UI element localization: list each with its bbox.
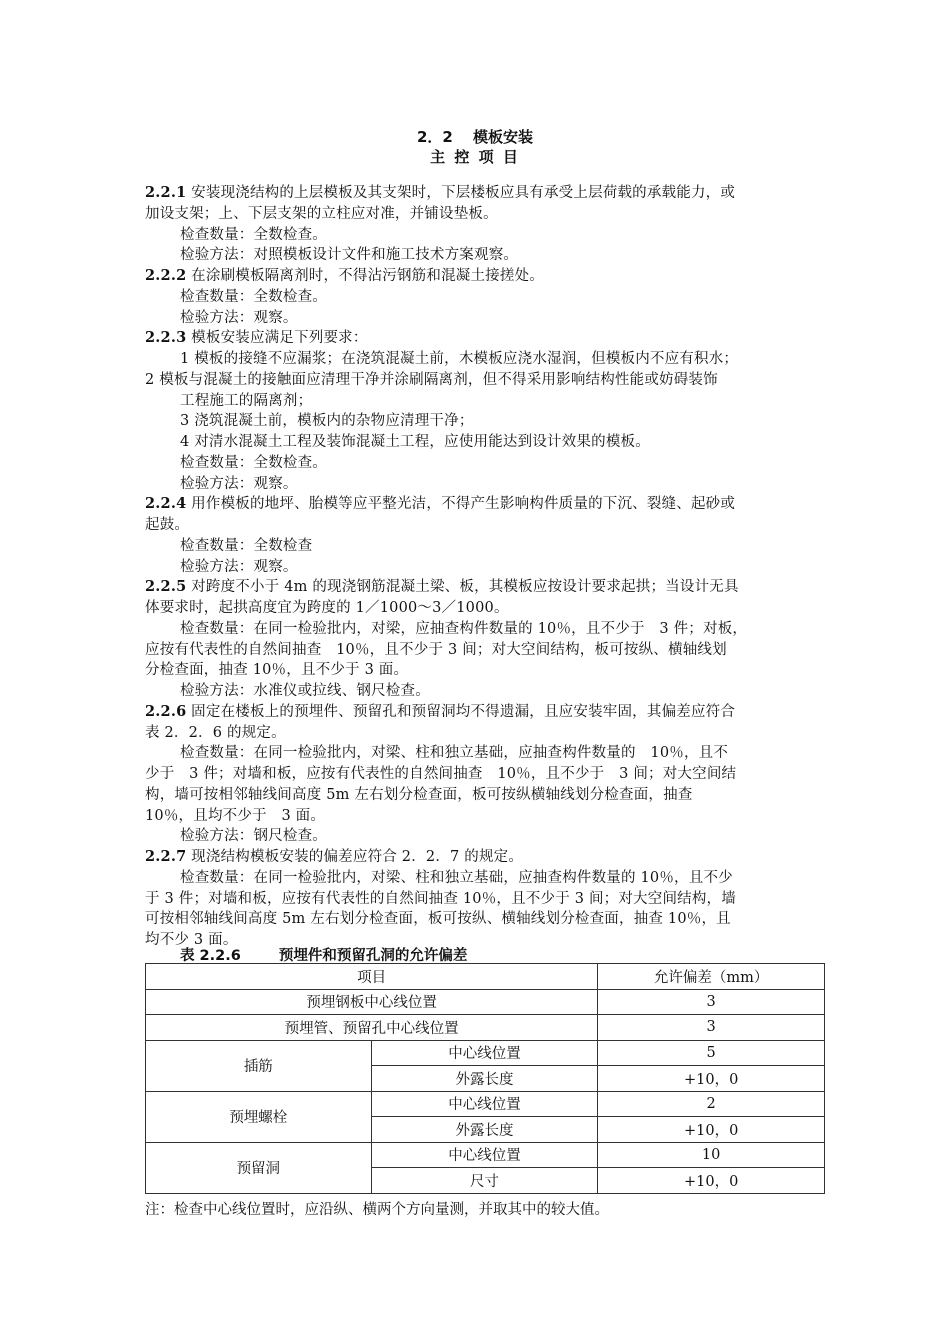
section-subtitle: 主 控 项 目 [430,148,520,166]
clause-text: 现浇结构模板安装的偏差应符合 2．2．7 的规定。 [186,849,524,865]
row-value: 3 [598,1015,825,1041]
row-value: 3 [598,989,825,1015]
row-group: 预埋螺栓 [146,1091,372,1142]
clause-line [145,266,825,286]
indented-line: 检查数量：全数检查。 [180,288,327,305]
clause-number: 2.2.1 [145,184,187,201]
continuation-line: 应按有代表性的自然间抽查 10％，且不少于 3 间；对大空间结构，板可按纵、横轴线划 [145,641,727,658]
indented-line: 检验方法：观察。 [180,558,298,575]
continuation-line: 起鼓。 [145,517,190,533]
table-note: 注：检查中心线位置时，应沿纵、横两个方向量测，并取其中的较大值。 [145,1202,609,1218]
clause-number: 2.2.5 [145,578,187,596]
clause-text: 对跨度不小于 4m 的现浇钢筋混凝土梁、板，其模板应按设计要求起拱；当设计无具 [186,579,739,596]
clause-line [145,847,825,867]
table-caption [180,944,467,965]
row-sub-item: 外露长度 [371,1066,598,1092]
indented-line: 检验方法：水准仪或拉线、钢尺检查。 [180,683,430,699]
indented-line: 工程施工的隔离剂； [180,392,313,409]
row-sub-item: 中心线位置 [371,1091,598,1117]
row-value: +10，0 [598,1117,825,1143]
clause-number: 2.2.4 [145,495,187,513]
clause-number: 2.2.3 [145,329,187,347]
table-row [146,989,825,1015]
continuation-line: 均不少 3 面。 [145,932,238,948]
row-value: 5 [598,1040,825,1066]
row-value: +10，0 [598,1168,825,1194]
continuation-line: 体要求时，起拱高度宜为跨度的 1／1000～3／1000。 [145,600,509,616]
clause-line [145,183,825,203]
clause-text: 安装现浇结构的上层模板及其支架时，下层楼板应具有承受上层荷载的承载能力，或 [186,185,736,201]
indented-line: 检验方法：钢尺检查。 [180,828,327,845]
indented-line: 检查数量：全数检查。 [180,226,327,243]
continuation-line: 表 2．2．6 的规定。 [145,724,286,741]
indented-line: 4 对清水混凝土工程及装饰混凝土工程，应使用能达到设计效果的模板。 [180,434,650,450]
table-row [146,1040,825,1066]
header-tolerance: 允许偏差（mm） [598,964,825,990]
continuation-line: 分检查面，抽查 10％，且不少于 3 面。 [145,662,409,679]
table-row [146,1091,825,1117]
continuation-line: 加设支架；上、下层支架的立柱应对准，并铺设垫板。 [145,205,498,222]
continuation-line: 可按相邻轴线间高度 5m 左右划分检查面，板可按纵、横轴线划分检查面，抽查 10％，且 [145,911,731,928]
clause-text: 在涂刷模板隔离剂时，不得沾污钢筋和混凝土接搓处。 [186,268,544,284]
indented-line: 检验方法：观察。 [180,309,298,326]
continuation-line: 少于 3 件；对墙和板，应按有代表性的自然间抽查 10％，且不少于 3 间；对大空间结 [145,766,737,782]
row-group: 插筋 [146,1040,372,1091]
indented-line: 1 模板的接缝不应漏浆；在浇筑混凝土前，木模板应浇水湿润，但模板内不应有积水； [180,351,739,367]
clause-text: 固定在楼板上的预埋件、预留孔和预留洞均不得遗漏，且应安装牢固，其偏差应符合 [186,703,736,720]
row-value: 2 [598,1091,825,1117]
continuation-line: 于 3 件；对墙和板，应按有代表性的自然间抽查 10％，且不少于 3 间；对大空间结构，墙 [145,890,736,907]
indented-line: 检验方法：对照模板设计文件和施工技术方案观察。 [180,247,519,264]
clause-number: 2.2.6 [145,702,187,720]
clause-number: 2.2.2 [145,267,187,284]
indented-line: 检查数量：全数检查。 [180,454,327,471]
clause-number: 2.2.7 [145,848,187,865]
indented-line: 检验方法：观察。 [180,475,298,492]
continuation-line: 构，墙可按相邻轴线间高度 5m 左右划分检查面，板可按纵横轴线划分检查面，抽查 [145,786,693,803]
clause-line [145,328,825,348]
indented-line: 3 浇筑混凝土前，模板内的杂物应清理干净； [180,413,474,430]
row-item: 预埋管、预留孔中心线位置 [146,1015,598,1041]
indented-line: 检查数量：全数检查 [180,537,313,554]
indented-line: 检查数量：在同一检验批内，对梁，应抽查构件数量的 10％，且不少于 3 件；对板， [180,620,748,637]
clause-text: 模板安装应满足下列要求： [186,330,368,347]
section-heading: 2．2 模板安装 [416,128,534,146]
header-item: 项目 [146,964,598,990]
row-sub-item: 外露长度 [371,1117,598,1143]
row-sub-item: 中心线位置 [371,1040,598,1066]
row-value: 10 [598,1142,825,1168]
row-group: 预留洞 [146,1142,372,1193]
clause-text: 用作模板的地坪、胎模等应平整光洁，不得产生影响构件质量的下沉、裂缝、起砂或 [186,496,736,513]
table-row [146,1015,825,1041]
clause-line [145,494,825,514]
row-sub-item: 尺寸 [371,1168,598,1194]
tolerance-table [145,963,825,1194]
row-value: +10，0 [598,1066,825,1092]
table-header-row [146,964,825,990]
table-caption-title: 预埋件和预留孔洞的允许偏差 [278,948,468,964]
table-caption-number: 表 2.2.6 [180,948,241,964]
indented-line: 检查数量：在同一检验批内，对梁、柱和独立基础，应抽查构件数量的 10％，且不 [180,745,729,762]
continuation-line: 2 模板与混凝土的接触面应清理干净并涂刷隔离剂，但不得采用影响结构性能或妨碍装饰 [145,371,718,388]
row-sub-item: 中心线位置 [371,1142,598,1168]
row-item: 预埋钢板中心线位置 [146,989,598,1015]
indented-line: 检查数量：在同一检验批内，对梁、柱和独立基础，应抽查构件数量的 10％，且不少 [180,869,733,886]
clause-line [145,702,825,722]
table-row [146,1142,825,1168]
continuation-line: 10％，且均不少于 3 面。 [145,807,326,824]
clause-line [145,577,825,597]
